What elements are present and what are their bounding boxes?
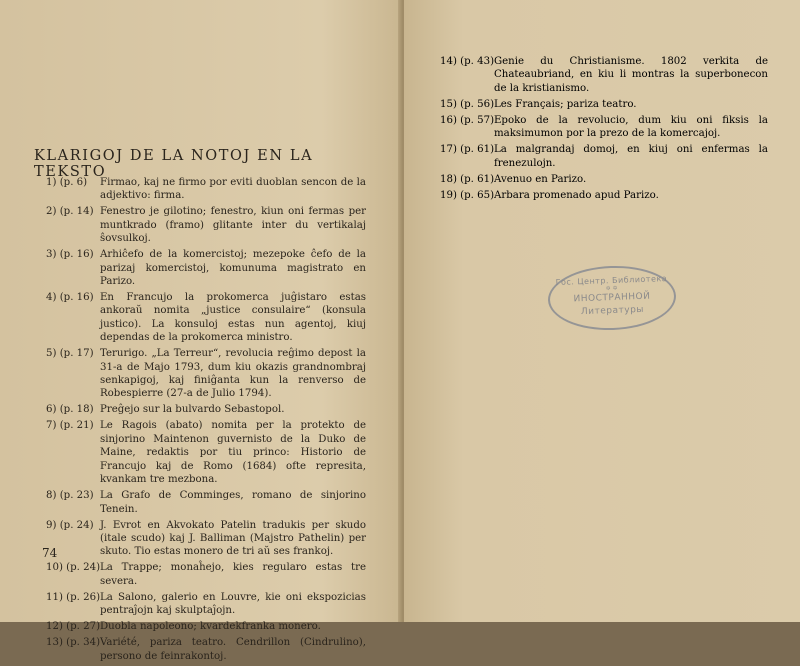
note-ref: 6) (p. 18) [46,404,94,416]
note-item [46,489,366,516]
note-item [46,636,366,663]
note-ref: 4) (p. 16) [46,292,94,304]
note-item [46,291,366,345]
note-ref: 9) (p. 24) [46,519,94,531]
note-ref: 16) (p. 57) [440,114,495,126]
stamp-line-1: Гос. Центр. Библиотека [555,274,668,287]
note-text: La Salono, galerio en Louvre, kie oni ekspozicias pentraĵojn kaj skulptaĵojn. [100,591,366,617]
note-item [46,591,366,618]
stamp-line-3: Литературы [580,304,645,318]
notes-list-right [440,55,768,205]
note-ref: 10) (p. 24) [46,562,101,574]
note-text: Le Ragois (abato) nomita per la protekto de sinjorino Maintenon guvernisto de la Duko de Maine, redaktis por tiu princo: Historio de Francujo kaj de Romo (1684) ofte represita, kvankam tre mezbona. [100,420,366,486]
note-text: Arbara promenado apud Parizo. [494,189,659,201]
note-ref: 11) (p. 26) [46,591,101,603]
note-text: Arhiĉefo de la komercistoj; mezepoke ĉefo de la parizaj komercistoj, komunuma magistrato en Parizo. [100,249,366,288]
note-text: La Grafo de Comminges, romano de sinjorino Tenein. [100,490,366,515]
note-item [46,561,366,588]
note-item [440,189,768,202]
notes-list-left [46,176,366,666]
note-item [440,98,768,111]
note-item [46,519,366,559]
stamp-stars-icon: ✡ ✡ [605,284,618,293]
note-text: Les Français; pariza teatro. [494,98,637,110]
note-item [440,143,768,170]
note-ref: 12) (p. 27) [46,621,101,633]
note-text: Firmao, kaj ne firmo por eviti duoblan sencon de la adjektivo: firma. [100,177,366,202]
note-ref: 18) (p. 61) [440,173,495,185]
note-item [46,419,366,486]
note-text: Genie du Christianisme. 1802 verkita de Chateaubriand, en kiu li montras la superbonecon de la kristianismo. [494,56,768,94]
note-item [46,347,366,401]
note-item [46,176,366,203]
notes-heading: KLARIGOJ DE LA NOTOJ EN LA TEKSTO [34,148,314,180]
note-ref: 13) (p. 34) [46,637,101,649]
note-text: Terurigo. „La Terreur“, revolucia reĝimo depost la 31-a de Majo 1793, dum kiu okazis grandnombraj senkapigoj, kaj finiĝanta kun la renverso de Robespierre (27-a de Julio 1794). [100,348,366,400]
note-text: La Trappe; monaĥejo, kies regularo estas tre severa. [100,562,366,587]
note-text: Preĝejo sur la bulvardo Sebastopol. [100,404,285,416]
note-item [46,248,366,288]
note-item [440,114,768,141]
note-ref: 7) (p. 21) [46,420,94,432]
note-ref: 19) (p. 65) [440,189,495,201]
note-ref: 17) (p. 61) [440,144,495,156]
note-text: J. Evrot en Akvokato Patelin tradukis per skudo (itale scudo) kaj J. Balliman (Majstro Pathelin) per skuto. Tio estas monero de tri aŭ ses frankoj. [100,519,366,558]
note-ref: 14) (p. 43) [440,56,495,67]
note-text: Variété, pariza teatro. Cendrillon (Cindrulino), persono de feinrakontoj. [100,637,366,662]
note-text: Duobla napoleono; kvardekfranka monero. [100,621,321,633]
note-ref: 15) (p. 56) [440,98,495,110]
note-text: La malgrandaj domoj, en kiuj oni enfermas la frenezulojn. [494,144,768,169]
note-text: Avenuo en Parizo. [494,173,587,185]
note-ref: 2) (p. 14) [46,206,94,218]
stamp-line-2: ИНОСТРАННОЙ [573,291,651,305]
note-item [46,205,366,245]
note-ref: 1) (p. 6) [46,177,88,188]
left-page [0,0,402,662]
note-item [440,55,768,95]
note-item [46,620,366,633]
note-item [46,403,366,416]
note-item [440,173,768,186]
note-ref: 3) (p. 16) [46,249,94,261]
note-text: Epoko de la revolucio, dum kiu oni fiksis la maksimumon por la prezo de la komercajoj. [494,114,768,140]
note-ref: 8) (p. 23) [46,490,94,502]
note-text: Fenestro je gilotino; fenestro, kiun oni fermas per muntkrado (framo) glitante inter du vertikalaj ŝovsulkoj. [100,206,366,245]
note-ref: 5) (p. 17) [46,348,94,360]
note-text: En Francujo la prokomerca juĝistaro estas ankoraŭ nomita „justice consulaire“ (konsula justico). La konsuloj estas nun agentoj, kiuj dependas de la prokomerca ministro. [100,292,366,344]
page-number: 74 [42,546,58,560]
